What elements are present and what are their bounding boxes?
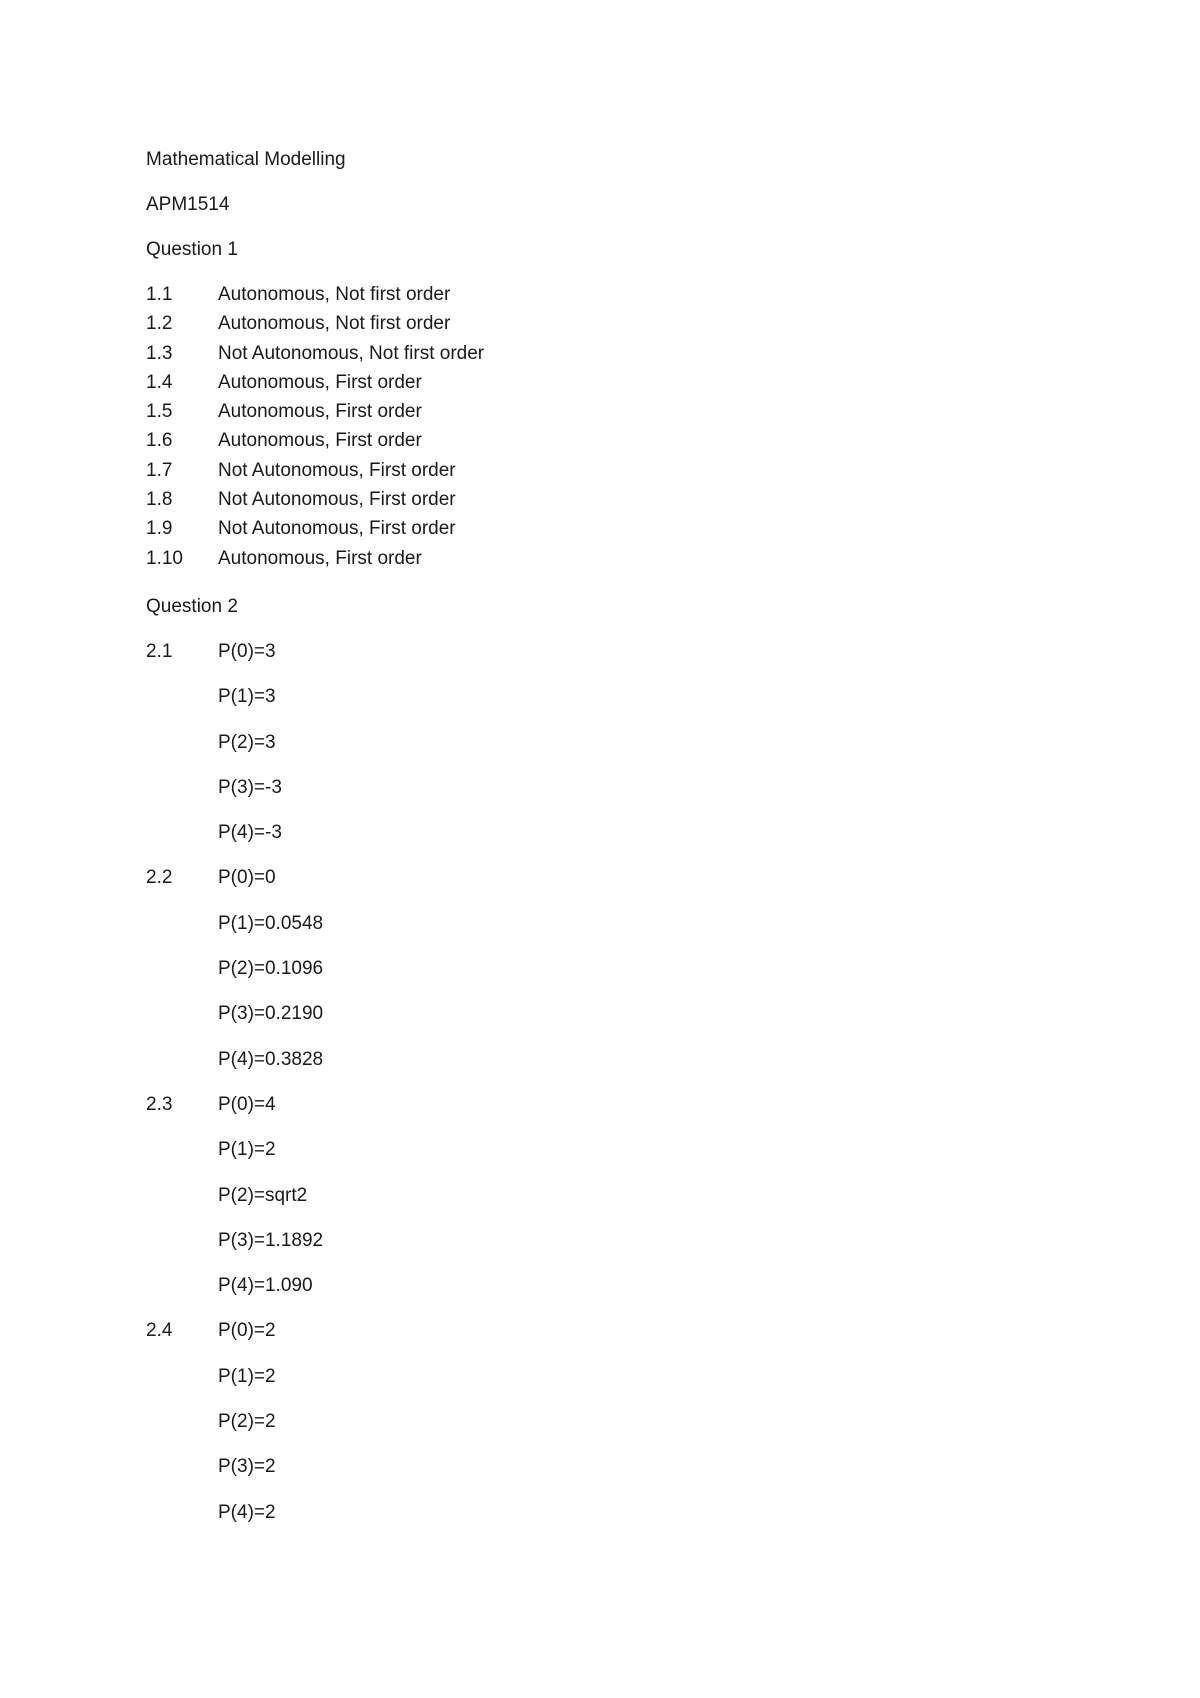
part-number: 2.3 [146,1093,173,1115]
part-number [146,910,218,955]
value-text: P(3)=-3 [218,776,282,798]
part-number [146,1182,218,1227]
answer-number: 1.3 [146,342,173,364]
answer-number: 1.2 [146,313,173,335]
answer-row [146,545,1046,574]
part-number [146,683,218,728]
answer-row [146,369,1046,398]
answer-number: 1.9 [146,518,173,540]
value-row [146,1272,1046,1317]
value-row [146,638,1046,683]
part-number [146,729,218,774]
spacer [146,574,1046,593]
question2-answer-list [146,638,1046,1544]
value-row [146,1499,1046,1544]
value-text: P(1)=0.0548 [218,912,324,934]
answer-number: 1.4 [146,371,173,393]
value-row [146,729,1046,774]
course-code: APM1514 [146,194,230,215]
value-text: P(0)=2 [218,1320,276,1342]
part-number [146,1499,218,1544]
value-row [146,1000,1046,1045]
answer-row [146,398,1046,427]
value-row [146,774,1046,819]
value-text: P(3)=2 [218,1456,276,1478]
value-text: P(4)=1.090 [218,1275,313,1297]
answer-number: 1.1 [146,284,173,305]
value-row [146,1408,1046,1453]
value-text: P(0)=0 [218,867,276,889]
value-row [146,819,1046,864]
answer-row [146,340,1046,369]
part-number [146,819,218,864]
value-text: P(2)=0.1096 [218,958,324,980]
part-number: 2.1 [146,640,173,662]
part-number [146,1136,218,1181]
value-text: P(4)=0.3828 [218,1048,324,1070]
value-row [146,864,1046,909]
part-number [146,1000,218,1045]
answer-text: Autonomous, First order [218,547,422,569]
answer-number: 1.6 [146,430,173,452]
document-body [146,146,1046,1544]
value-text: P(1)=2 [218,1139,276,1161]
value-row [146,1046,1046,1091]
part-number [146,1408,218,1453]
answer-text: Autonomous, First order [218,371,422,393]
answer-number: 1.10 [146,547,183,569]
part-number [146,1453,218,1498]
answer-number: 1.5 [146,401,173,423]
value-row [146,910,1046,955]
part-number [146,1363,218,1408]
value-text: P(1)=2 [218,1365,276,1387]
value-text: P(2)=2 [218,1411,276,1433]
value-row [146,1363,1046,1408]
answer-row [146,486,1046,515]
part-number: 2.2 [146,867,173,889]
answer-text: Not Autonomous, First order [218,518,456,540]
value-row [146,1182,1046,1227]
value-row [146,1136,1046,1181]
answer-row [146,281,1046,310]
part-number [146,1046,218,1091]
answer-text: Autonomous, First order [218,401,422,423]
answer-number: 1.7 [146,459,173,481]
answer-row [146,515,1046,544]
question1-answer-list [146,281,1046,574]
value-row [146,1091,1046,1136]
answer-text: Not Autonomous, First order [218,459,456,481]
answer-text: Autonomous, Not first order [218,313,451,335]
part-number [146,774,218,819]
value-text: P(3)=0.2190 [218,1003,324,1025]
part-number [146,1272,218,1317]
value-text: P(3)=1.1892 [218,1229,324,1251]
value-row [146,1453,1046,1498]
value-text: P(2)=sqrt2 [218,1184,308,1206]
value-text: P(0)=4 [218,1093,276,1115]
value-text: P(0)=3 [218,640,276,662]
value-text: P(4)=2 [218,1501,276,1523]
answer-row [146,427,1046,456]
part-number [146,1227,218,1272]
answer-text: Autonomous, Not first order [218,284,451,305]
answer-number: 1.8 [146,489,173,511]
value-row [146,683,1046,728]
answer-text: Autonomous, First order [218,430,422,452]
value-row [146,1227,1046,1272]
question2-heading: Question 2 [146,595,238,617]
answer-row [146,310,1046,339]
question1-heading: Question 1 [146,239,238,260]
answer-row [146,457,1046,486]
value-text: P(2)=3 [218,731,276,753]
document-title: Mathematical Modelling [146,149,346,170]
value-row [146,955,1046,1000]
value-row [146,1317,1046,1362]
value-text: P(4)=-3 [218,822,282,844]
part-number: 2.4 [146,1320,173,1342]
answer-text: Not Autonomous, First order [218,489,456,511]
answer-text: Not Autonomous, Not first order [218,342,485,364]
part-number [146,955,218,1000]
value-text: P(1)=3 [218,686,276,708]
